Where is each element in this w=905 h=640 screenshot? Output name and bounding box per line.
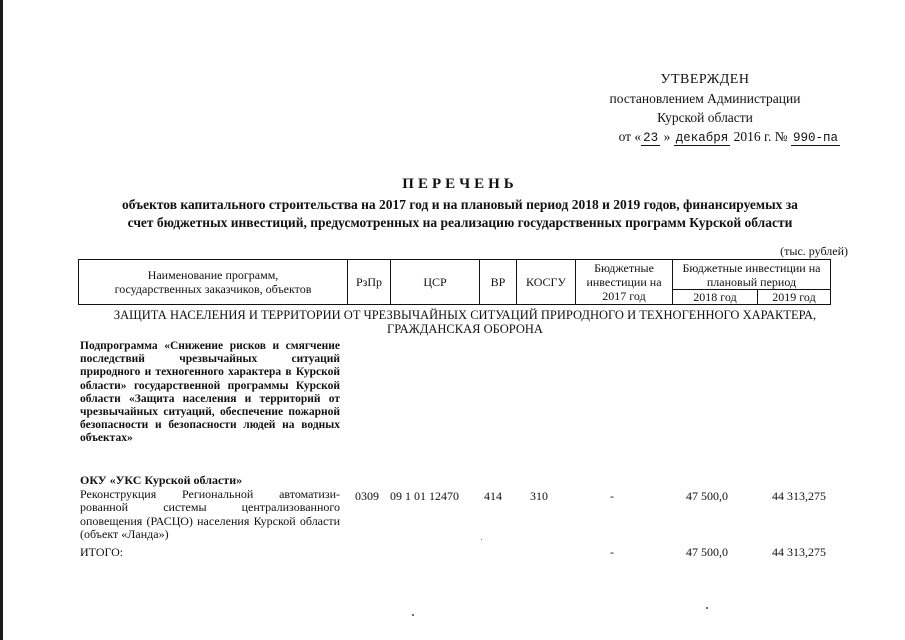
date-year: 2016 г. № — [733, 129, 788, 144]
date-day: 23 — [643, 131, 659, 145]
object-kosgu: 310 — [530, 489, 548, 503]
total-inv2018: 47 500,0 — [686, 545, 728, 559]
section-line-2: ГРАЖДАНСКАЯ ОБОРОНА — [387, 322, 543, 336]
section-line-1: ЗАЩИТА НАСЕЛЕНИЯ И ТЕРРИТОРИИ ОТ ЧРЕЗВЫЧАЙНЫХ СИТУАЦИЙ ПРИРОДНОГО И ТЕХНОГЕННОГО ХАРАКТЕРА, — [113, 308, 817, 322]
units-note: (тыс. рублей) — [780, 244, 848, 258]
table-header — [78, 259, 831, 305]
section-title — [70, 308, 860, 336]
approval-date — [560, 127, 850, 148]
scan-speck — [481, 539, 482, 540]
object-inv2018: 47 500,0 — [686, 489, 728, 503]
approval-line-2: Курской области — [657, 110, 753, 125]
object-rzpr: 0309 — [355, 489, 379, 503]
col-name-header: Наименование программ, государственных заказчиков, объектов — [79, 260, 348, 305]
customer-org: ОКУ «УКС Курской области» — [80, 473, 243, 487]
object-name: Реконструкция Региональной автоматизи-рованной системы централизованного оповещения (РАСЦО) населения Курской области (объект «Ланда») — [80, 487, 340, 542]
col-2018-header: 2018 год — [673, 290, 758, 305]
subprogram-title: Подпрограмма «Снижение рисков и смягчение последствий чрезвычайных ситуаций природного и техногенного характера в Курской области» государственной программы Курской области «Защита населения и территорий от чрезвычайных ситуаций, обеспечение пожарной безопасности и безопасности людей на водных объектах» — [80, 340, 340, 445]
subtitle-line-1: объектов капитального строительства на 2017 год и на плановый период 2018 и 2019 годов, финансируемых за — [122, 197, 798, 212]
document-heading — [60, 176, 860, 232]
col-inv2017-header: Бюджетные инвестиции на 2017 год — [576, 260, 673, 305]
scan-edge — [0, 0, 3, 640]
total-label: ИТОГО: — [80, 545, 124, 559]
total-inv2017: - — [610, 545, 614, 559]
col-rzpr-header: РзПр — [348, 260, 391, 305]
scan-speck — [706, 607, 708, 609]
approval-block — [560, 70, 850, 148]
date-mid: » — [663, 129, 671, 144]
subtitle-line-2: счет бюджетных инвестиций, предусмотренных на реализацию государственных программ Курской области — [127, 215, 793, 230]
object-vr: 414 — [484, 489, 502, 503]
total-inv2019: 44 313,275 — [772, 545, 826, 559]
col-plan-header: Бюджетные инвестиции на плановый период — [673, 260, 831, 290]
col-2019-header: 2019 год — [758, 290, 831, 305]
col-vr-header: ВР — [480, 260, 517, 305]
date-prefix: от « — [618, 129, 642, 144]
col-csr-header: ЦСР — [391, 260, 480, 305]
col-kosgu-header: КОСГУ — [517, 260, 576, 305]
object-csr: 09 1 01 12470 — [390, 489, 459, 503]
approval-title: УТВЕРЖДЕН — [660, 72, 750, 87]
document-title: ПЕРЕЧЕНЬ — [402, 176, 518, 192]
object-inv2017: - — [610, 489, 614, 503]
date-month: декабря — [675, 131, 729, 145]
scan-speck — [412, 614, 414, 616]
document-subtitle — [60, 196, 860, 232]
approval-line-1: постановлением Администрации — [609, 91, 801, 106]
object-inv2019: 44 313,275 — [772, 489, 826, 503]
doc-number: 990-па — [792, 131, 838, 145]
